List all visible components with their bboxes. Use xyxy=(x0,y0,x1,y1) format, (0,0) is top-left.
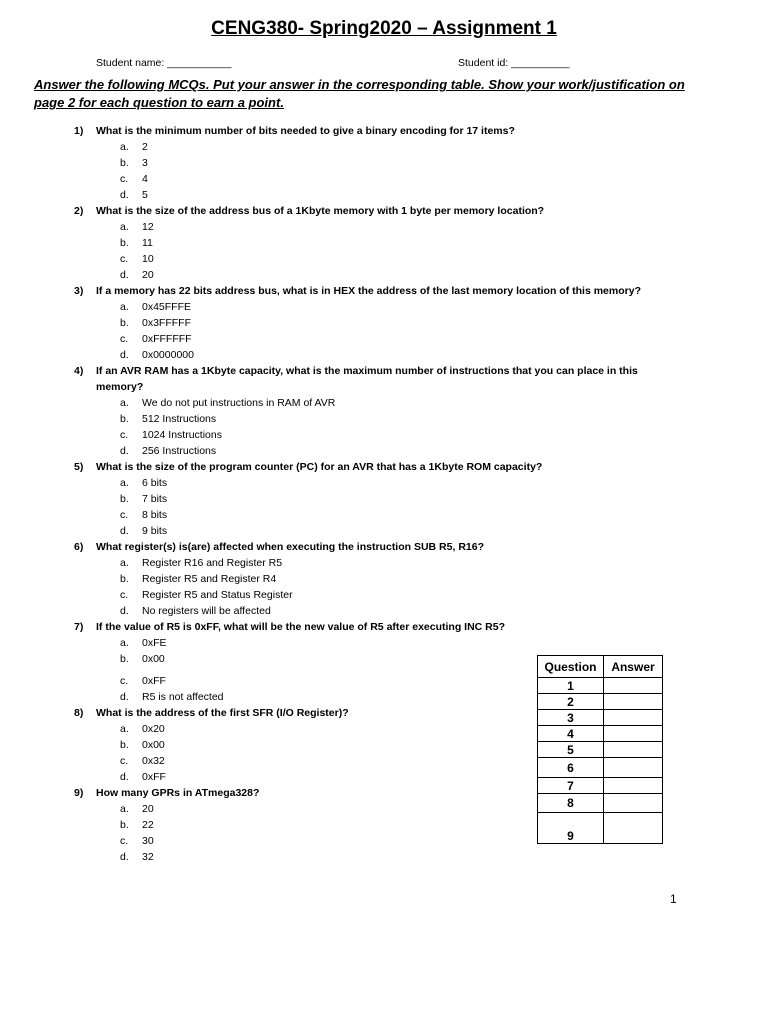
option-text: 0x20 xyxy=(142,723,165,735)
option-text: We do not put instructions in RAM of AVR xyxy=(142,397,336,409)
answer-cell[interactable] xyxy=(604,694,663,710)
option-letter: c. xyxy=(120,333,129,345)
page-title: CENG380- Spring2020 – Assignment 1 xyxy=(211,18,557,39)
answer-table xyxy=(537,655,663,844)
table-row xyxy=(538,678,663,694)
option-text: 0x3FFFFF xyxy=(142,317,191,329)
option-text: 256 Instructions xyxy=(142,445,217,457)
option-letter: c. xyxy=(120,253,129,265)
question-text: What is the minimum number of bits needed to give a binary encoding for 17 items? xyxy=(96,125,515,137)
question-number: 9) xyxy=(74,787,84,799)
student-id-label: Student id: __________ xyxy=(458,57,570,69)
option-text: 0x0000000 xyxy=(142,349,194,361)
question-number: 1) xyxy=(74,125,84,137)
answer-cell[interactable] xyxy=(604,778,663,794)
option-letter: a. xyxy=(120,301,129,313)
question-text: What register(s) is(are) affected when executing the instruction SUB R5, R16? xyxy=(96,541,484,553)
question-number-cell: 1 xyxy=(538,678,604,694)
question-text: What is the size of the program counter (PC) for an AVR that has a 1Kbyte ROM capacity? xyxy=(96,461,543,473)
answer-table-header-question: Question xyxy=(538,656,604,678)
option-text: 1024 Instructions xyxy=(142,429,222,441)
option-text: 0x00 xyxy=(142,653,165,665)
question-number-cell: 7 xyxy=(538,778,604,794)
option-text: No registers will be affected xyxy=(142,605,271,617)
answer-cell[interactable] xyxy=(604,794,663,813)
option-letter: d. xyxy=(120,189,129,201)
option-text: 3 xyxy=(142,157,148,169)
option-letter: d. xyxy=(120,525,129,537)
table-row xyxy=(538,758,663,778)
option-letter: c. xyxy=(120,835,129,847)
option-text: 11 xyxy=(142,237,153,249)
question-number: 3) xyxy=(74,285,84,297)
option-letter: d. xyxy=(120,691,129,703)
option-letter: c. xyxy=(120,429,129,441)
option-text: 0xFFFFFF xyxy=(142,333,192,345)
option-text: 22 xyxy=(142,819,154,831)
option-text: 20 xyxy=(142,269,154,281)
question-text: If a memory has 22 bits address bus, what is in HEX the address of the last memory location of this memory? xyxy=(96,285,641,297)
question-number-cell: 8 xyxy=(538,794,604,813)
option-text: 30 xyxy=(142,835,154,847)
option-letter: a. xyxy=(120,221,129,233)
option-letter: a. xyxy=(120,141,129,153)
question-number: 5) xyxy=(74,461,84,473)
option-letter: a. xyxy=(120,397,129,409)
option-letter: b. xyxy=(120,413,129,425)
option-letter: a. xyxy=(120,637,129,649)
option-text: 0xFE xyxy=(142,637,167,649)
option-text: 0x00 xyxy=(142,739,165,751)
option-text: 9 bits xyxy=(142,525,168,537)
option-text: 32 xyxy=(142,851,154,863)
option-text: Register R5 and Status Register xyxy=(142,589,293,601)
table-row xyxy=(538,742,663,758)
question-number: 6) xyxy=(74,541,84,553)
question-item xyxy=(74,539,654,619)
option-text: 512 Instructions xyxy=(142,413,217,425)
question-item xyxy=(74,459,654,539)
question-number-cell: 6 xyxy=(538,758,604,778)
table-row xyxy=(538,813,663,844)
option-letter: a. xyxy=(120,557,129,569)
option-letter: d. xyxy=(120,605,129,617)
option-letter: c. xyxy=(120,675,129,687)
answer-cell[interactable] xyxy=(604,758,663,778)
question-text: How many GPRs in ATmega328? xyxy=(96,787,260,799)
option-letter: b. xyxy=(120,237,129,249)
option-text: 0x32 xyxy=(142,755,165,767)
option-letter: d. xyxy=(120,349,129,361)
question-number: 2) xyxy=(74,205,84,217)
option-text: 20 xyxy=(142,803,154,815)
table-row xyxy=(538,794,663,813)
option-letter: b. xyxy=(120,317,129,329)
option-letter: b. xyxy=(120,157,129,169)
option-letter: c. xyxy=(120,173,129,185)
option-letter: a. xyxy=(120,477,129,489)
option-letter: d. xyxy=(120,851,129,863)
question-number-cell: 2 xyxy=(538,694,604,710)
question-number: 4) xyxy=(74,365,84,377)
answer-cell[interactable] xyxy=(604,678,663,694)
option-letter: b. xyxy=(120,819,129,831)
question-number-cell: 5 xyxy=(538,742,604,758)
answer-cell[interactable] xyxy=(604,742,663,758)
option-letter: d. xyxy=(120,771,129,783)
option-letter: d. xyxy=(120,269,129,281)
page-number: 1 xyxy=(670,892,677,906)
answer-table-header-answer: Answer xyxy=(604,656,663,678)
option-text: 0x45FFFE xyxy=(142,301,192,313)
question-number-cell: 3 xyxy=(538,710,604,726)
option-text: 6 bits xyxy=(142,477,168,489)
option-text: 0xFF xyxy=(142,771,166,783)
option-text: Register R16 and Register R5 xyxy=(142,557,283,569)
question-number: 8) xyxy=(74,707,84,719)
option-text: 5 xyxy=(142,189,148,201)
option-text: 4 xyxy=(142,173,148,185)
option-text: 10 xyxy=(142,253,154,265)
option-letter: b. xyxy=(120,573,129,585)
table-row xyxy=(538,710,663,726)
question-text: What is the address of the first SFR (I/O Register)? xyxy=(96,707,349,719)
option-letter: b. xyxy=(120,653,129,665)
question-text: If the value of R5 is 0xFF, what will be the new value of R5 after executing INC R5? xyxy=(96,621,506,633)
option-letter: d. xyxy=(120,445,129,457)
table-row xyxy=(538,778,663,794)
answer-cell[interactable] xyxy=(604,813,663,844)
option-letter: c. xyxy=(120,509,129,521)
option-letter: c. xyxy=(120,755,129,767)
question-text: What is the size of the address bus of a 1Kbyte memory with 1 byte per memory location? xyxy=(96,205,545,217)
question-item xyxy=(74,123,654,203)
instructions: Answer the following MCQs. Put your answer in the corresponding table. Show your work/justification on page 2 for each question to earn a point. xyxy=(34,77,685,110)
option-text: 8 bits xyxy=(142,509,168,521)
option-text: 2 xyxy=(142,141,148,153)
option-letter: a. xyxy=(120,723,129,735)
option-letter: b. xyxy=(120,739,129,751)
question-item xyxy=(74,203,654,283)
option-text: R5 is not affected xyxy=(142,691,224,703)
option-text: Register R5 and Register R4 xyxy=(142,573,277,585)
question-number-cell: 4 xyxy=(538,726,604,742)
option-text: 12 xyxy=(142,221,154,233)
question-text: If an AVR RAM has a 1Kbyte capacity, what is the maximum number of instructions that you can place in this memory? xyxy=(96,365,638,393)
option-letter: b. xyxy=(120,493,129,505)
question-item xyxy=(74,283,654,363)
option-text: 0xFF xyxy=(142,675,166,687)
option-letter: c. xyxy=(120,589,129,601)
question-number: 7) xyxy=(74,621,84,633)
answer-cell[interactable] xyxy=(604,710,663,726)
table-row xyxy=(538,694,663,710)
option-letter: a. xyxy=(120,803,129,815)
answer-cell[interactable] xyxy=(604,726,663,742)
question-item xyxy=(74,363,654,459)
question-number-cell: 9 xyxy=(538,813,604,844)
option-text: 7 bits xyxy=(142,493,168,505)
student-name-label: Student name: ___________ xyxy=(96,57,232,69)
table-row xyxy=(538,726,663,742)
